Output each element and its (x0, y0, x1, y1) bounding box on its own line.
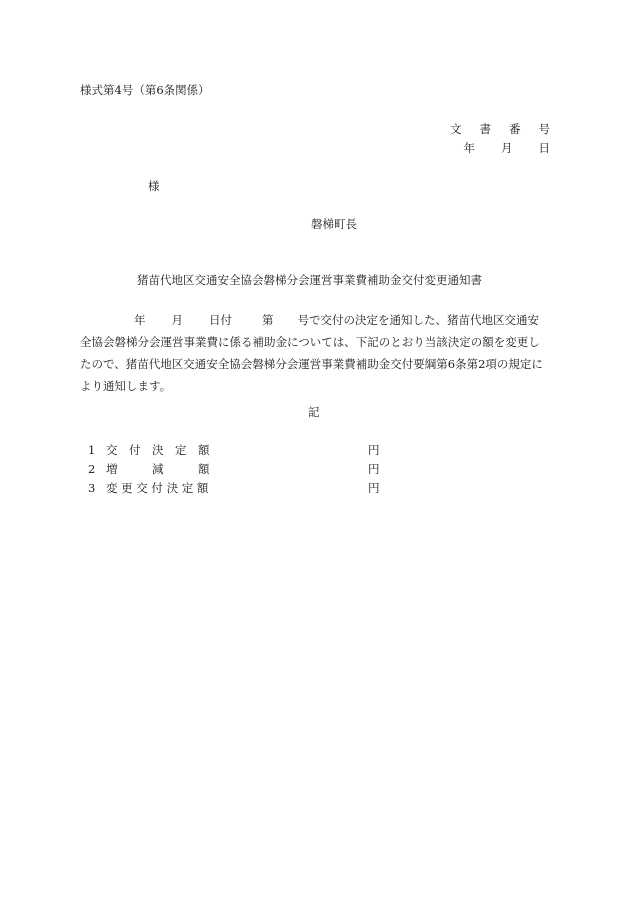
body-paragraph (80, 309, 552, 397)
document-title: 猪苗代地区交通安全協会磐梯分会運営事業費補助金交付変更通知書 (137, 273, 482, 287)
body-go-text: 号で交付の決定を通知した、猪苗代地区交通安 (297, 313, 539, 327)
ki-heading: 記 (308, 405, 320, 419)
date-month: 月 (501, 141, 513, 155)
date-day: 日 (538, 141, 550, 155)
item-label: 交 付 決 定 額 (106, 443, 210, 457)
date-year: 年 (463, 141, 475, 155)
issue-date-label (464, 143, 551, 155)
body-dai: 第 (262, 313, 274, 327)
document-number-char: 番 (509, 122, 521, 136)
body-month: 月 (171, 313, 183, 327)
form-number-label: 様式第4号（第6条関係） (80, 83, 210, 97)
body-day: 日付 (209, 313, 232, 327)
item-number: 3 (88, 481, 96, 495)
issuer-name: 磐梯町長 (311, 217, 357, 231)
document-number-char: 文 (450, 122, 462, 136)
item-number: 1 (88, 443, 96, 457)
document-number-char: 書 (479, 122, 491, 136)
item-label: 変 更 交 付 決 定 額 (106, 481, 209, 495)
item-number: 2 (88, 462, 96, 476)
item-unit: 円 (368, 443, 380, 457)
body-line-2: 全協会磐梯分会運営事業費に係る補助金については、下記のとおり当該決定の額を変更し (80, 335, 540, 349)
body-line-1 (80, 309, 552, 331)
item-label: 増 減 額 (106, 462, 210, 476)
document-number-char: 号 (538, 122, 550, 136)
document-number-label (450, 124, 550, 136)
body-year: 年 (134, 313, 146, 327)
addressee-honorific: 様 (148, 179, 160, 193)
item-unit: 円 (368, 481, 380, 495)
item-unit: 円 (368, 462, 380, 476)
amount-item (88, 443, 380, 457)
body-line-4: より通知します。 (80, 379, 172, 393)
amount-item (88, 462, 380, 476)
body-line-3: たので、猪苗代地区交通安全協会磐梯分会運営事業費補助金交付要綱第6条第2項の規定に (80, 357, 543, 371)
amount-item (88, 481, 380, 495)
